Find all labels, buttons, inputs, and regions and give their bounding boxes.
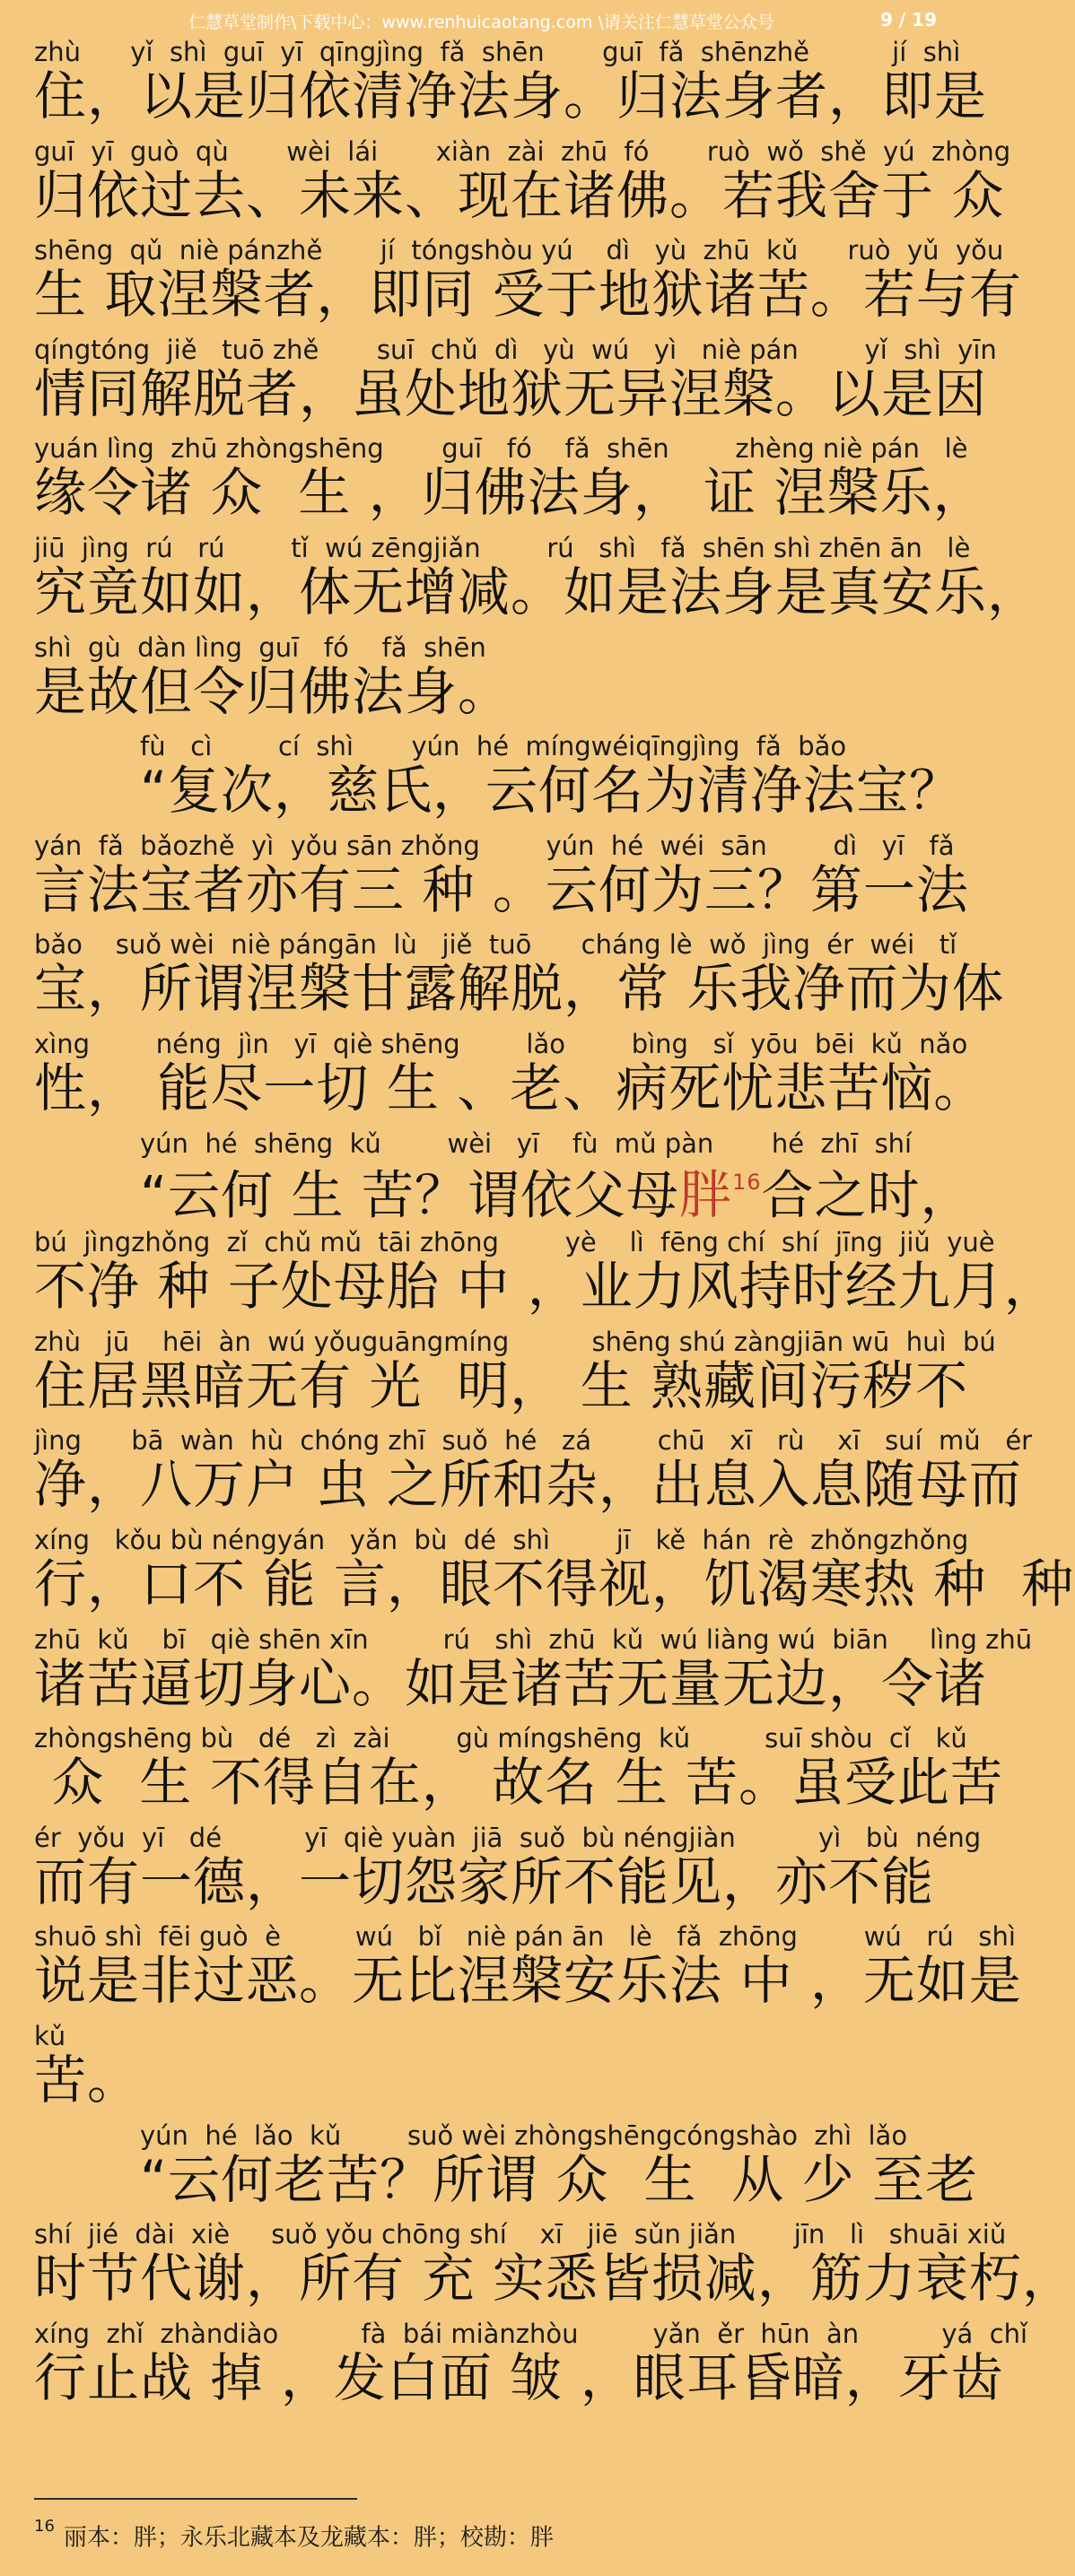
hanzi-line bbox=[34, 2347, 1004, 2409]
hanzi-text: 净，八万户 虫 之所和杂，出息入息随母而 bbox=[34, 1454, 1022, 1515]
hanzi-line bbox=[34, 2050, 940, 2111]
hanzi-text: 情同解脱者，虽处地狱无异涅槃。以是因 bbox=[34, 363, 988, 424]
footnote-reference[interactable]: 胖$^{16}$ bbox=[678, 1164, 762, 1226]
hanzi-line bbox=[34, 561, 1041, 623]
hanzi-line bbox=[140, 1158, 1046, 1226]
hanzi-text: 而有一德，一切怨家所不能见，亦不能 bbox=[34, 1851, 935, 1912]
hanzi-text: 言法宝者亦有三 种 。云何为三？第一法 bbox=[34, 859, 969, 920]
text-line bbox=[34, 2218, 1075, 2319]
text-line bbox=[34, 1920, 1022, 2021]
hanzi-text: 住居黑暗无有 光 明， 生 熟藏间污秽不 bbox=[34, 1355, 969, 1416]
text-line bbox=[34, 1424, 1033, 1525]
hanzi-text: 合之时， bbox=[761, 1164, 974, 1226]
hanzi-line bbox=[34, 264, 1022, 326]
text-line bbox=[34, 1028, 987, 1128]
hanzi-text: “复次，慈氏，云何名为清净法宝？ bbox=[140, 760, 963, 821]
hanzi-line bbox=[140, 2150, 1046, 2211]
footnote-number: 16 bbox=[34, 2517, 55, 2536]
text-line bbox=[34, 2318, 1028, 2418]
text-line bbox=[34, 631, 940, 732]
hanzi-line bbox=[34, 363, 988, 425]
pinyin-line: jìng bā wàn hù chóng zhī suǒ hé zá chū xī rù xī suí mǔ ér bbox=[34, 1425, 1033, 1456]
pinyin-line: bú jìngzhǒng zǐ chǔ mǔ tāi zhōng yè lì fēng chí shí jīng jiǔ yuè bbox=[34, 1227, 995, 1258]
text-line bbox=[34, 234, 1022, 335]
text-line bbox=[34, 334, 997, 434]
hanzi-line bbox=[34, 1553, 1075, 1615]
hanzi-line bbox=[34, 1950, 1022, 2012]
hanzi-text: 是故但令归佛法身。 bbox=[34, 661, 511, 722]
text-line bbox=[34, 2020, 940, 2120]
hanzi-text: 时节代谢，所有 充 实悉皆损减，筋力衰朽， bbox=[34, 2248, 1075, 2309]
pinyin-line: jiū jìng rú rú tǐ wú zēngjiǎn rú shì fǎ shēn shì zhēn ān lè bbox=[34, 533, 971, 563]
hanzi-text: 诸苦逼切身心。如是诸苦无量无边，令诸 bbox=[34, 1653, 988, 1714]
text-line bbox=[34, 532, 1041, 632]
hanzi-text: 苦。 bbox=[34, 2049, 141, 2110]
hanzi-line bbox=[34, 1653, 988, 1715]
hanzi-line bbox=[34, 165, 1005, 227]
pinyin-line: shì gù dàn lìng guī fó fǎ shēn bbox=[34, 632, 486, 663]
hanzi-text: 众 生 不得自在， 故名 生 苦。虽受此苦 bbox=[34, 1752, 1004, 1813]
hanzi-text: 究竟如如，体无增减。如是法身是真安乐， bbox=[34, 561, 1041, 622]
hanzi-line bbox=[34, 859, 969, 921]
hanzi-text: 说是非过恶。无比涅槃安乐法 中 ，无如是 bbox=[34, 1950, 1022, 2011]
hanzi-text: 归依过去、未来、现在诸佛。若我舍于 众 bbox=[34, 165, 1005, 226]
hanzi-text: 住，以是归依清净法身。归法身者，即是 bbox=[34, 65, 988, 126]
text-line bbox=[34, 928, 1005, 1029]
hanzi-line bbox=[34, 1256, 1057, 1318]
text-line bbox=[34, 135, 1011, 236]
pinyin-line: yún hé shēng kǔ wèi yī fù mǔ pàn hé zhī shí bbox=[140, 1128, 913, 1159]
footnote bbox=[34, 2517, 931, 2554]
pinyin-line: xíng kǒu bù néngyán yǎn bù dé shì jī kě hán rè zhǒngzhǒng bbox=[34, 1525, 969, 1555]
hanzi-line bbox=[140, 761, 1046, 822]
hanzi-text: “云何 生 苦？谓依父母 bbox=[140, 1164, 679, 1226]
hanzi-text: 行止战 掉 ，发白面 皱 ，眼耳昏暗，牙齿 bbox=[34, 2347, 1004, 2408]
hanzi-line bbox=[34, 662, 940, 723]
hanzi-line bbox=[34, 958, 1005, 1020]
pinyin-line: kǔ bbox=[34, 2021, 66, 2051]
text-line bbox=[34, 1623, 1033, 1724]
pinyin-line: shí jié dài xiè suǒ yǒu chōng shí xī jiē sǔn jiǎn jīn lì shuāi xiǔ bbox=[34, 2219, 1007, 2250]
page-header bbox=[0, 0, 969, 36]
pinyin-line: fù cì cí shì yún hé míngwéiqīngjìng fǎ bǎo bbox=[140, 731, 847, 761]
footnote-divider bbox=[34, 2498, 357, 2500]
pinyin-line: bǎo suǒ wèi niè pángān lù jiě tuō cháng lè wǒ jìng ér wéi tǐ bbox=[34, 929, 957, 960]
text-line bbox=[34, 1326, 996, 1426]
pinyin-line: qíngtóng jiě tuō zhě suī chǔ dì yù wú yì niè pán yǐ shì yīn bbox=[34, 335, 997, 365]
hanzi-text: 不净 种 子处母胎 中 ，业力风持时经九月， bbox=[34, 1256, 1057, 1317]
hanzi-line bbox=[34, 2248, 1075, 2310]
hanzi-line bbox=[34, 1057, 987, 1119]
page-number: 9 / 19 bbox=[880, 9, 937, 30]
pinyin-line: ér yǒu yī dé yī qiè yuàn jiā suǒ bù néngjiàn yì bù néng bbox=[34, 1823, 982, 1853]
hanzi-text: 宝，所谓涅槃甘露解脱，常 乐我净而为体 bbox=[34, 958, 1005, 1019]
pinyin-line: xíng zhǐ zhàndiào fà bái miànzhòu yǎn ěr hūn àn yá chǐ bbox=[34, 2319, 1028, 2349]
hanzi-line bbox=[34, 1355, 969, 1417]
pinyin-line: xìng néng jìn yī qiè shēng lǎo bìng sǐ yōu bēi kǔ nǎo bbox=[34, 1029, 968, 1059]
hanzi-text: 行，口不 能 言，眼不得视，饥渴寒热 种 种 bbox=[34, 1553, 1075, 1614]
text-line bbox=[34, 36, 988, 136]
pinyin-line: zhù yǐ shì guī yī qīngjìng fǎ shēn guī fǎ shēnzhě jí shì bbox=[34, 37, 961, 67]
text-line bbox=[34, 1822, 982, 1922]
text-line bbox=[34, 432, 986, 533]
hanzi-text: “云何老苦？所谓 众 生 从 少 至老 bbox=[140, 2149, 979, 2210]
pinyin-line: yuán lìng zhū zhòngshēng guī fó fǎ shēn zhèng niè pán lè bbox=[34, 433, 968, 464]
hanzi-text: 性， 能尽一切 生 、老、病死忧悲苦恼。 bbox=[34, 1057, 987, 1118]
pinyin-line: zhù jū hēi àn wú yǒuguāngmíng shēng shú zàngjiān wū huì bú bbox=[34, 1327, 996, 1357]
text-line bbox=[34, 1127, 974, 1228]
pinyin-line: zhòngshēng bù dé zì zài gù míngshēng kǔ suī shòu cǐ kǔ bbox=[34, 1723, 967, 1754]
text-line bbox=[34, 730, 963, 831]
hanzi-line bbox=[34, 1454, 1022, 1516]
hanzi-text: 缘令诸 众 生 ，归佛法身， 证 涅槃乐， bbox=[34, 462, 986, 523]
pinyin-line: yán fǎ bǎozhě yì yǒu sān zhǒng yún hé wéi sān dì yī fǎ bbox=[34, 831, 955, 861]
footnote-text: 丽本：胖；永乐北藏本及龙藏本：胖；校勘：胖 bbox=[63, 2524, 554, 2552]
footnote-marker[interactable]: 16 bbox=[731, 1170, 762, 1195]
pinyin-line: guī yī guò qù wèi lái xiàn zài zhū fó ruò wǒ shě yú zhòng bbox=[34, 136, 1011, 167]
pinyin-line: zhū kǔ bī qiè shēn xīn rú shì zhū kǔ wú liàng wú biān lìng zhū bbox=[34, 1624, 1033, 1655]
header-source: 仁慧草堂制作\下载中心：www.renhuicaotang.com \请关注仁慧草堂公众号 bbox=[188, 13, 774, 32]
text-line bbox=[34, 1226, 1057, 1327]
text-line bbox=[34, 1722, 1004, 1823]
pinyin-line: shēng qǔ niè pánzhě jí tóngshòu yú dì yù zhū kǔ ruò yǔ yǒu bbox=[34, 235, 1004, 265]
pinyin-line: shuō shì fēi guò è wú bǐ niè pán ān lè fǎ zhōng wú rú shì bbox=[34, 1921, 1016, 1952]
hanzi-line bbox=[34, 1852, 940, 1913]
text-line bbox=[34, 1524, 1075, 1624]
hanzi-line bbox=[34, 65, 988, 127]
hanzi-text: 生 取涅槃者，即同 受于地狱诸苦。若与有 bbox=[34, 264, 1022, 325]
text-line bbox=[34, 830, 969, 930]
pinyin-line: yún hé lǎo kǔ suǒ wèi zhòngshēngcóngshào zhì lǎo bbox=[140, 2120, 908, 2151]
text-line bbox=[34, 2119, 979, 2220]
hanzi-line bbox=[34, 462, 986, 524]
hanzi-line bbox=[34, 1752, 1004, 1814]
